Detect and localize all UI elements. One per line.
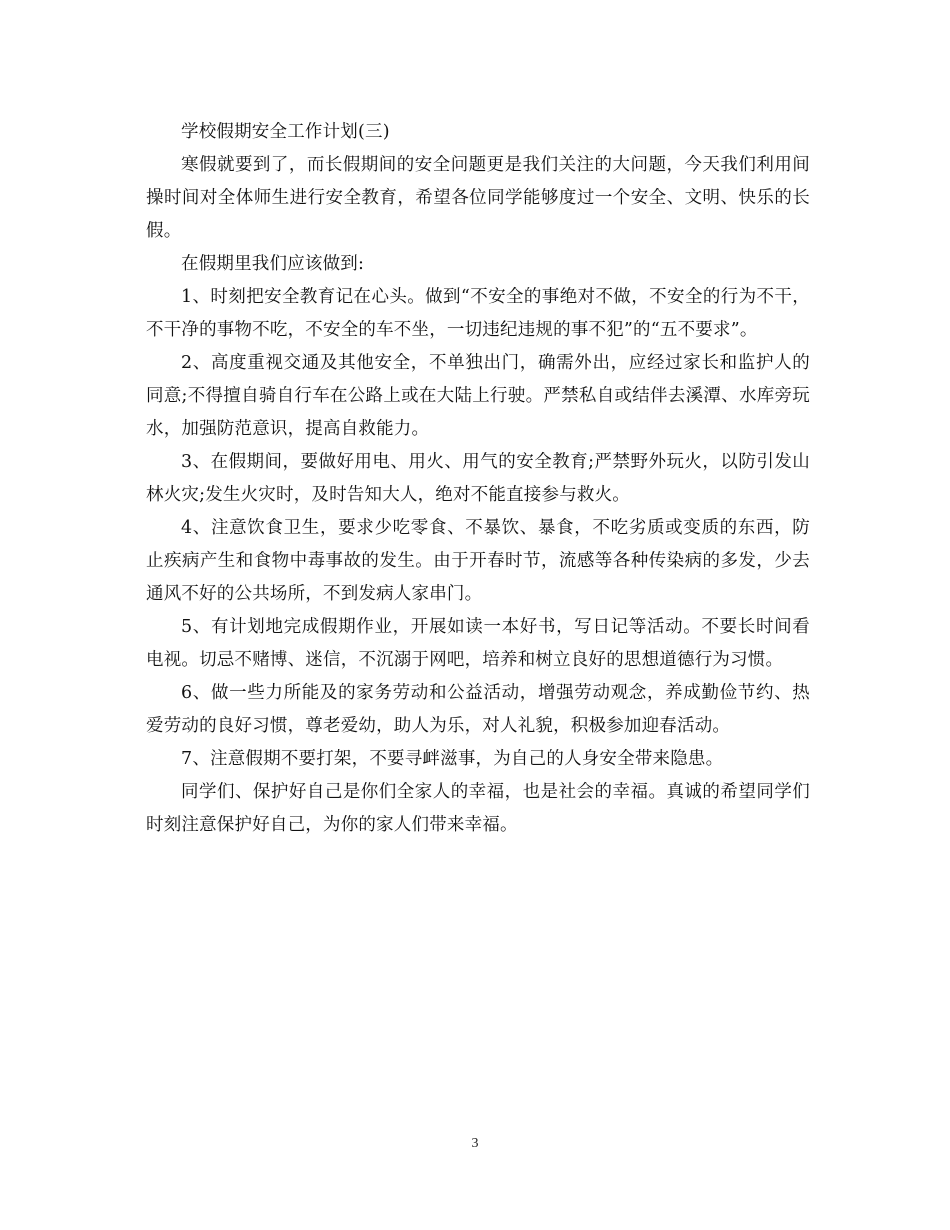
page-number: 3 [471,1136,479,1151]
rule-item-5: 5、有计划地完成假期作业，开展如读一本好书，写日记等活动。不要长时间看电视。切忌不赌博、迷信，不沉溺于网吧，培养和树立良好的思想道德行为习惯。 [146,617,810,670]
list-heading: 在假期里我们应该做到: [181,254,365,274]
rule-item-1: 1、时刻把安全教育记在心头。做到“不安全的事绝对不做，不安全的行为不干，不干净的事物不吃，不安全的车不坐，一切违纪违规的事不犯”的“五不要求”。 [146,287,810,340]
rule-item-3: 3、在假期间，要做好用电、用火、用气的安全教育;严禁野外玩火，以防引发山林火灾;发生火灾时，及时告知大人，绝对不能直接参与救火。 [146,452,810,505]
rule-item-2: 2、高度重视交通及其他安全，不单独出门，确需外出，应经过家长和监护人的同意;不得擅自骑自行车在公路上或在大陆上行驶。严禁私自或结伴去溪潭、水库旁玩水，加强防范意识，提高自救能力。 [146,353,810,439]
closing-paragraph: 同学们、保护好自己是你们全家人的幸福，也是社会的幸福。真诚的希望同学们时刻注意保护好自己，为你的家人们带来幸福。 [146,782,810,835]
document-title: 学校假期安全工作计划(三) [181,122,390,142]
intro-paragraph: 寒假就要到了，而长假期间的安全问题更是我们关注的大问题，今天我们利用间操时间对全体师生进行安全教育，希望各位同学能够度过一个安全、文明、快乐的长假。 [146,155,810,241]
document-body [146,116,810,842]
rule-item-4: 4、注意饮食卫生，要求少吃零食、不暴饮、暴食，不吃劣质或变质的东西，防止疾病产生和食物中毒事故的发生。由于开春时节，流感等各种传染病的多发，少去通风不好的公共场所，不到发病人家串门。 [146,518,810,604]
rule-item-6: 6、做一些力所能及的家务劳动和公益活动，增强劳动观念，养成勤俭节约、热爱劳动的良好习惯，尊老爱幼，助人为乐，对人礼貌，积极参加迎春活动。 [146,683,810,736]
rule-item-7: 7、注意假期不要打架，不要寻衅滋事，为自己的人身安全带来隐患。 [181,749,724,769]
